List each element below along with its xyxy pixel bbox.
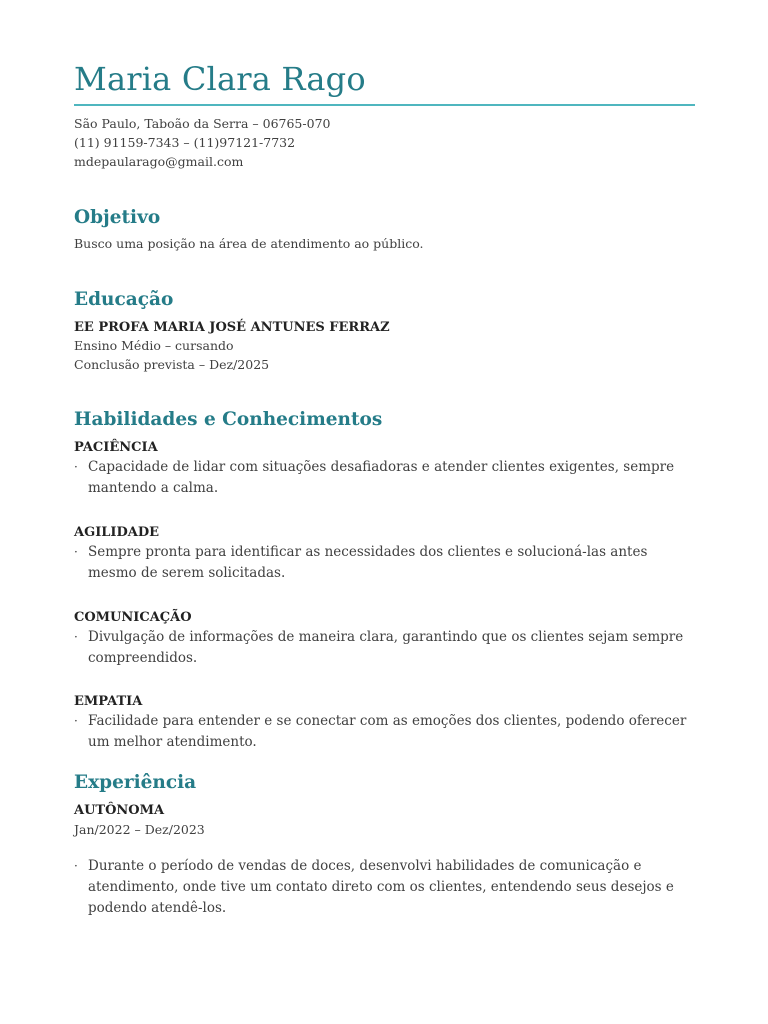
candidate-name: Maria Clara Rago <box>74 60 366 98</box>
school-name: EE PROFA MARIA JOSÉ ANTUNES FERRAZ <box>74 320 390 335</box>
education-conclusion: Conclusão prevista – Dez/2025 <box>74 357 270 372</box>
email-line: mdepaularago@gmail.com <box>74 154 244 169</box>
bullet-dot: · <box>74 460 78 474</box>
skill-label-agility: AGILIDADE <box>74 525 160 540</box>
experience-period: Jan/2022 – Dez/2023 <box>74 822 205 837</box>
section-title-experience: Experiência <box>74 772 197 793</box>
bullet-dot: · <box>74 859 78 873</box>
skill-text-communication: Divulgação de informações de maneira clara, garantindo que os clientes sejam sempre compreendidos. <box>88 629 684 666</box>
section-title-objective: Objetivo <box>74 207 161 228</box>
skill-bullet-patience <box>74 457 696 499</box>
section-title-education: Educação <box>74 289 174 310</box>
skill-bullet-communication <box>74 627 696 669</box>
experience-text: Durante o período de vendas de doces, desenvolvi habilidades de comunicação e atendimento, onde tive um contato direto com os clientes, entendendo seus desejos e podendo atendê-los. <box>88 858 674 916</box>
skill-text-empathy: Facilidade para entender e se conectar com as emoções dos clientes, podendo oferecer um melhor atendimento. <box>88 713 687 750</box>
bullet-dot: · <box>74 545 78 559</box>
skill-label-empathy: EMPATIA <box>74 694 143 709</box>
bullet-dot: · <box>74 630 78 644</box>
skill-label-patience: PACIÊNCIA <box>74 440 158 455</box>
contact-block <box>74 114 330 171</box>
skill-bullet-agility <box>74 542 696 584</box>
phone-line: (11) 91159-7343 – (11)97121-7732 <box>74 135 296 150</box>
experience-bullet <box>74 856 696 919</box>
skill-text-patience: Capacidade de lidar com situações desafiadoras e atender clientes exigentes, sempre mantendo a calma. <box>88 459 675 496</box>
section-title-skills: Habilidades e Conhecimentos <box>74 409 383 430</box>
education-level: Ensino Médio – cursando <box>74 338 234 353</box>
objective-text: Busco uma posição na área de atendimento ao público. <box>74 236 424 251</box>
skill-label-communication: COMUNICAÇÃO <box>74 610 192 625</box>
bullet-dot: · <box>74 714 78 728</box>
skill-bullet-empathy <box>74 711 696 753</box>
address-line: São Paulo, Taboão da Serra – 06765-070 <box>74 116 331 131</box>
skill-text-agility: Sempre pronta para identificar as necessidades dos clientes e solucioná-las antes mesmo de serem solicitadas. <box>88 544 648 581</box>
name-divider <box>74 104 695 106</box>
experience-role: AUTÔNOMA <box>74 803 165 818</box>
